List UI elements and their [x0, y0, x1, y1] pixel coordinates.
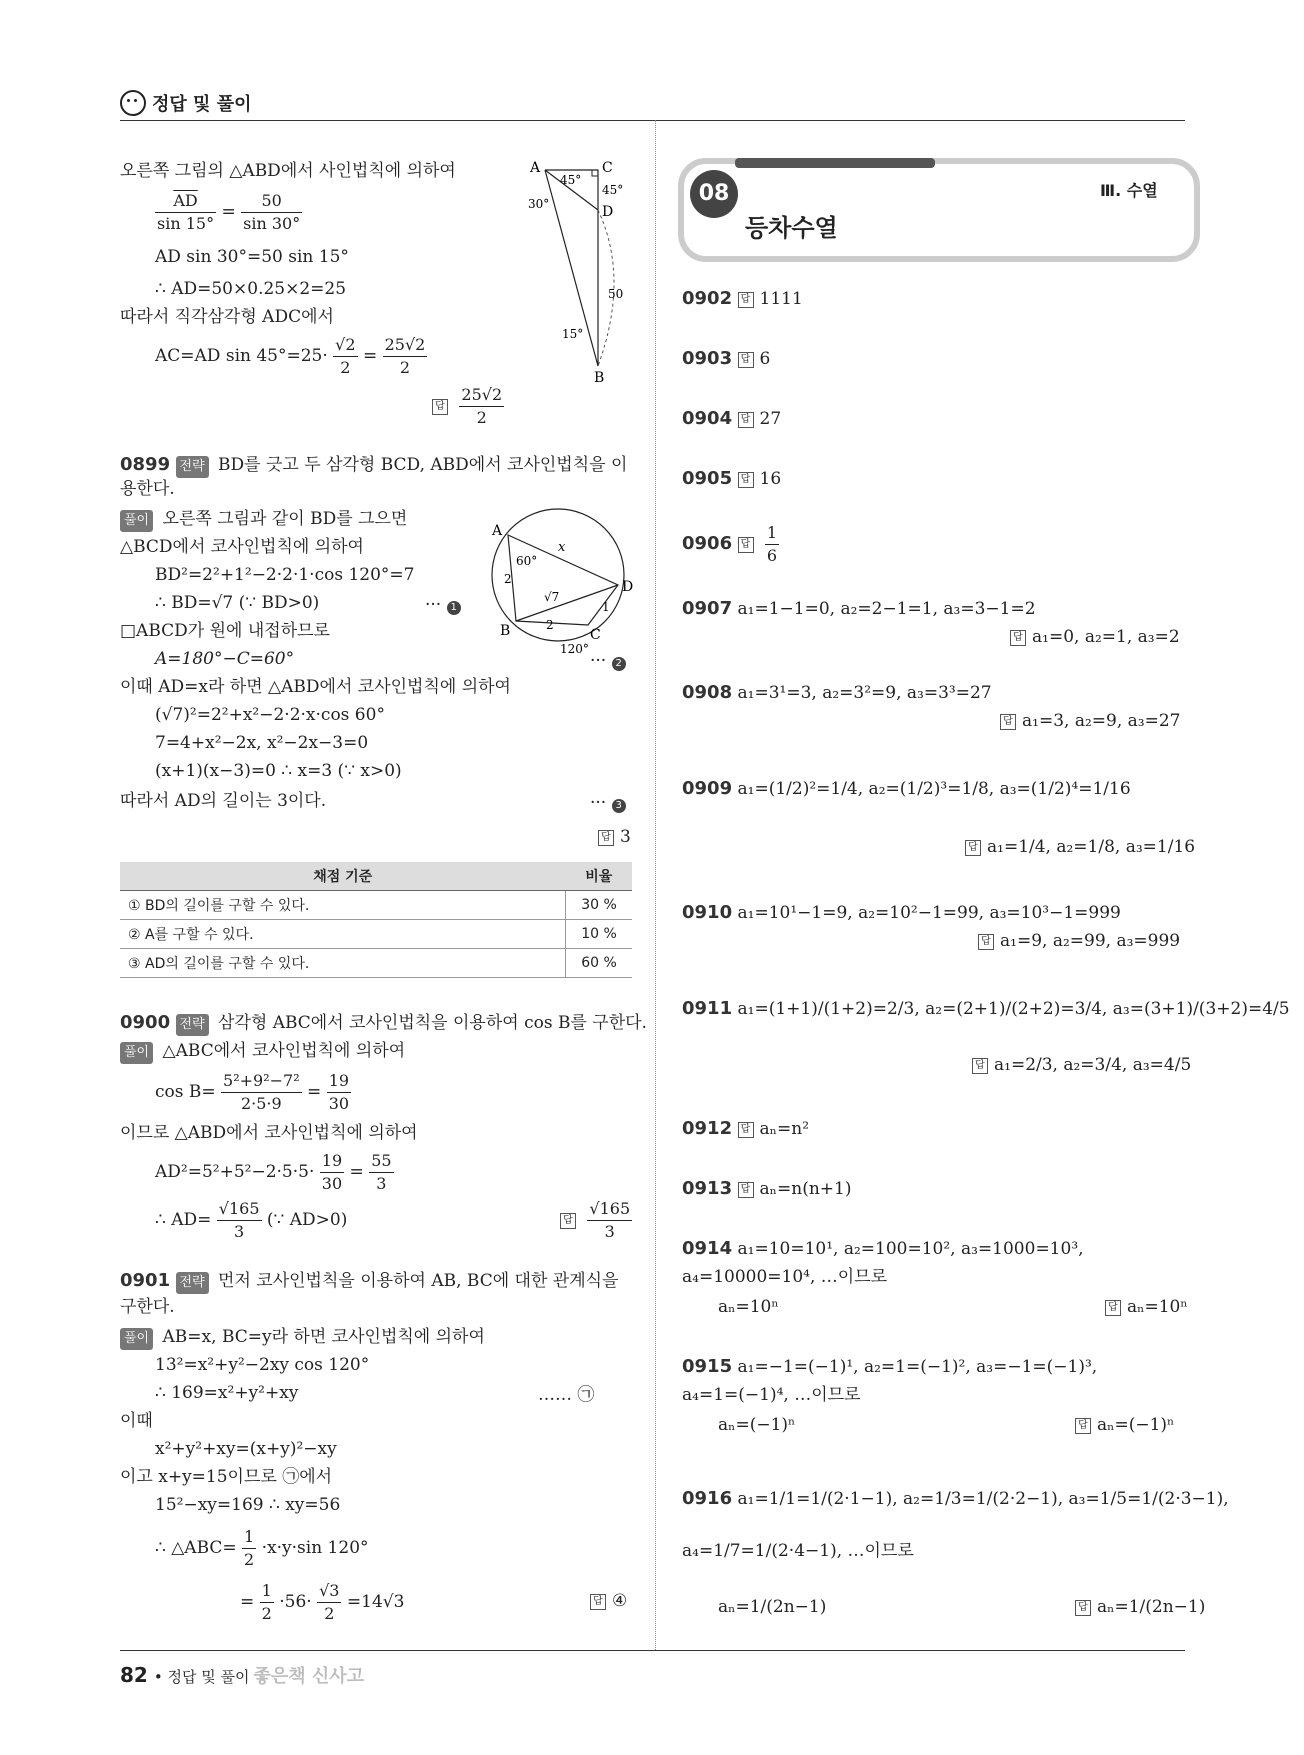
- item-0916-line3: aₙ=1/(2n−1): [718, 1597, 827, 1617]
- item-0909: 0909 a₁=(1/2)²=1/4, a₂=(1/2)³=1/8, a₃=(1/2)⁴=1/16: [682, 778, 1131, 799]
- fig1-D: D: [602, 204, 614, 220]
- p0901-line1: 풀이 AB=x, BC=y라 하면 코사인법칙에 의하여: [120, 1326, 485, 1350]
- p0899-line10: (x+1)(x−3)=0 ∴ x=3 (∵ x>0): [155, 761, 402, 781]
- answer-icon: 답: [738, 352, 754, 368]
- answer-icon: 답: [738, 412, 754, 428]
- solution-tag: 풀이: [120, 510, 153, 532]
- p0898-line3: AD sin 30°=50 sin 15°: [155, 247, 349, 267]
- smiley-icon: [120, 90, 146, 116]
- solution-tag: 풀이: [120, 1328, 153, 1350]
- p0900-line4: AD²=5²+5²−2·5·5· $\frac{19}{30}$ = $\frac{55}{3}$: [155, 1151, 392, 1193]
- cyclic-quadrilateral-figure: [478, 505, 638, 655]
- p0900-answer: 답 $\frac{√165}{3}$: [560, 1198, 632, 1243]
- p0900-line2: cos B= $\frac{\text{5²+9²−7²}}{2\cdot 5\cdot 9}$ = $\frac{19}{30}$: [155, 1071, 350, 1113]
- fig2-side2b: 2: [546, 618, 554, 632]
- answer-icon: 답: [1075, 1418, 1091, 1434]
- watermark: 좋은책 신사고: [253, 1666, 365, 1687]
- item-0911: 0911 a₁=(1+1)/(1+2)=2/3, a₂=(2+1)/(2+2)=3/4, a₃=(3+1)/(3+2)=4/5: [682, 998, 1290, 1019]
- fig2-side2a: 2: [504, 572, 512, 586]
- p0901-line5: x²+y²+xy=(x+y)²−xy: [155, 1439, 337, 1459]
- p0898-line1: 오른쪽 그림의 △ABD에서 사인법칙에 의하여: [120, 161, 456, 181]
- solution-tag: 풀이: [120, 1042, 153, 1064]
- item-0906: 0906 답 $\frac{1}{6}$: [682, 523, 778, 565]
- fig2-angle60: 60°: [516, 554, 538, 568]
- p0900-line1: 풀이 △ABC에서 코사인법칙에 의하여: [120, 1040, 405, 1064]
- item-0914: 0914 a₁=10=10¹, a₂=100=10², a₃=1000=10³,: [682, 1238, 1084, 1259]
- strategy-tag: 전략: [176, 1272, 209, 1294]
- answer-icon: 답: [1105, 1300, 1121, 1316]
- answer-icon: 답: [972, 1058, 988, 1074]
- item-0905: 0905 답 16: [682, 468, 782, 489]
- page-header: [120, 90, 251, 116]
- p0899-line11: 따라서 AD의 길이는 3이다.: [120, 791, 327, 811]
- p0899-line3: BD²=2²+1²−2·2·1·cos 120°=7: [155, 565, 415, 585]
- triangle-figure-1: [520, 158, 640, 388]
- answer-icon: 답: [738, 472, 754, 488]
- p0901-line3: ∴ 169=x²+y²+xy: [155, 1383, 299, 1403]
- column-divider: [655, 120, 656, 1650]
- answer-icon: 답: [590, 1594, 606, 1610]
- item-0911-answer: 답 a₁=2/3, a₂=3/4, a₃=4/5: [972, 1054, 1191, 1076]
- grading-table: [120, 862, 632, 978]
- answer-icon: 답: [598, 830, 614, 846]
- answer-icon: 답: [1010, 630, 1026, 646]
- banner-accent-bar: [735, 158, 935, 168]
- fig2-x: x: [558, 540, 566, 555]
- item-0908: 0908 a₁=3¹=3, a₂=3²=9, a₃=3³=27: [682, 682, 992, 703]
- fig1-B: B: [594, 370, 605, 386]
- p0899-heading: 0899 전략 BD를 긋고 두 삼각형 BCD, ABD에서 코사인법칙을 이: [120, 454, 627, 478]
- grading-header-ratio: 비율: [566, 862, 633, 891]
- answer-icon: 답: [1075, 1600, 1091, 1616]
- footer-label: • 정답 및 풀이: [153, 1668, 250, 1686]
- p0899-line2: △BCD에서 코사인법칙에 의하여: [120, 537, 364, 557]
- fig2-A: A: [492, 523, 503, 539]
- fig2-B: B: [500, 623, 511, 639]
- item-0916: 0916 a₁=1/1=1/(2·1−1), a₂=1/3=1/(2·2−1), a₃=1/5=1/(2·3−1),: [682, 1488, 1229, 1509]
- item-0914-line2: a₄=10000=10⁴, …이므로: [682, 1267, 888, 1287]
- p0899-line1: 풀이 오른쪽 그림과 같이 BD를 그으면: [120, 508, 407, 532]
- p0901-answer: 답 ④: [590, 1590, 627, 1612]
- item-0915-line2: a₄=1=(−1)⁴, …이므로: [682, 1385, 861, 1405]
- p0898-answer: 답 $\frac{25√2}{2}$: [432, 384, 504, 429]
- item-0913: 0913 답 aₙ=n(n+1): [682, 1178, 852, 1199]
- item-0903: 0903 답 6: [682, 348, 771, 369]
- marker-3: ··· 3: [590, 792, 626, 814]
- answer-icon: 답: [965, 840, 981, 856]
- strategy-tag: 전략: [176, 456, 209, 478]
- answer-icon: 답: [1000, 714, 1016, 730]
- p0901-line2: 13²=x²+y²−2xy cos 120°: [155, 1355, 370, 1375]
- fig1-C: C: [602, 160, 613, 176]
- p0901-heading: 0901 전략 먼저 코사인법칙을 이용하여 AB, BC에 대한 관계식을: [120, 1270, 618, 1294]
- answer-icon: 답: [978, 934, 994, 950]
- table-row: ② A를 구할 수 있다. 10 %: [120, 920, 632, 949]
- p0900-heading: 0900 전략 삼각형 ABC에서 코사인법칙을 이용하여 cos B를 구한다.: [120, 1012, 647, 1036]
- p0899-heading2: 용한다.: [120, 479, 175, 499]
- item-0915: 0915 a₁=−1=(−1)¹, a₂=1=(−1)², a₃=−1=(−1)³,: [682, 1356, 1098, 1377]
- p0898-line5: 따라서 직각삼각형 ADC에서: [120, 307, 334, 327]
- fig2-D: D: [622, 579, 634, 595]
- item-0912: 0912 답 aₙ=n²: [682, 1118, 810, 1139]
- marker-2: ··· 2: [590, 650, 626, 672]
- table-row: ① BD의 길이를 구할 수 있다. 30 %: [120, 891, 632, 920]
- item-0914-line3: aₙ=10ⁿ: [718, 1297, 779, 1317]
- header-title: 정답 및 풀이: [152, 94, 252, 115]
- fig1-angle30: 30°: [528, 197, 550, 211]
- p0899-answer: 답 3: [598, 826, 631, 848]
- fig2-angle120: 120°: [560, 642, 589, 655]
- fig1-angle15: 15°: [562, 327, 584, 341]
- item-0915-line3: aₙ=(−1)ⁿ: [718, 1415, 796, 1435]
- item-0909-answer: 답 a₁=1/4, a₂=1/8, a₃=1/16: [965, 836, 1195, 858]
- answer-icon: 답: [738, 1122, 754, 1138]
- answer-icon: 답: [560, 1213, 576, 1229]
- page-number: 82: [120, 1663, 148, 1687]
- item-0904: 0904 답 27: [682, 408, 782, 429]
- p0901-line6: 이고 x+y=15이므로 ㉠에서: [120, 1467, 333, 1487]
- item-0916-answer: 답 aₙ=1/(2n−1): [1075, 1596, 1205, 1618]
- answer-icon: 답: [432, 399, 448, 415]
- header-divider: [120, 120, 1185, 121]
- item-0910-answer: 답 a₁=9, a₂=99, a₃=999: [978, 930, 1180, 952]
- p0901-line7: 15²−xy=169 ∴ xy=56: [155, 1495, 341, 1515]
- item-0907-answer: 답 a₁=0, a₂=1, a₃=2: [1010, 626, 1180, 648]
- chapter-label: Ⅲ. 수열: [1100, 181, 1158, 200]
- fig2-sqrt7: √7: [544, 590, 560, 604]
- strategy-tag: 전략: [176, 1014, 209, 1036]
- p0899-line7: 이때 AD=x라 하면 △ABD에서 코사인법칙에 의하여: [120, 677, 511, 697]
- item-0914-answer: 답 aₙ=10ⁿ: [1105, 1296, 1188, 1318]
- p0900-line5: ∴ AD= $\frac{√165}{3}$ (∵ AD>0): [155, 1199, 348, 1241]
- item-0907: 0907 a₁=1−1=0, a₂=2−1=1, a₃=3−1=2: [682, 598, 1036, 619]
- p0901-line4: 이때: [120, 1411, 153, 1431]
- page-footer: [120, 1662, 364, 1688]
- fig2-C: C: [590, 627, 601, 643]
- p0901-line8: ∴ △ABC= $\frac{1}{2}$ ·x·y·sin 120°: [155, 1527, 369, 1569]
- grading-header-criteria: 채점 기준: [120, 862, 566, 891]
- p0899-line5: □ABCD가 원에 내접하므로: [120, 621, 330, 641]
- p0899-line8: (√7)²=2²+x²−2·2·x·cos 60°: [155, 705, 385, 725]
- p0901-marker: …… ㉠: [538, 1385, 595, 1405]
- p0898-line6: AC=AD sin 45°=25· $\frac{√2}{2}$ = $\frac{25√2}{2}$: [155, 335, 426, 377]
- p0901-line9: = $\frac{1}{2}$ ·56· $\frac{√3}{2}$ =14√3: [240, 1581, 405, 1623]
- p0901-heading2: 구한다.: [120, 1297, 175, 1317]
- p0899-line4: ∴ BD=√7 (∵ BD>0): [155, 593, 320, 613]
- table-row: ③ AD의 길이를 구할 수 있다. 60 %: [120, 949, 632, 978]
- fig1-angle45b: 45°: [602, 183, 624, 197]
- section-number: 08: [690, 170, 738, 218]
- item-0916-line2: a₄=1/7=1/(2·4−1), …이므로: [682, 1541, 914, 1561]
- footer-divider: [120, 1650, 1185, 1651]
- item-0910: 0910 a₁=10¹−1=9, a₂=10²−1=99, a₃=10³−1=999: [682, 902, 1121, 923]
- item-0902: 0902 답 1111: [682, 288, 803, 309]
- fig2-side1: 1: [602, 600, 610, 614]
- p0900-line3: 이므로 △ABD에서 코사인법칙에 의하여: [120, 1123, 418, 1143]
- p0899-line6: A=180°−C=60°: [155, 649, 295, 669]
- answer-icon: 답: [738, 537, 754, 553]
- p0899-line9: 7=4+x²−2x, x²−2x−3=0: [155, 733, 369, 753]
- item-0915-answer: 답 aₙ=(−1)ⁿ: [1075, 1414, 1174, 1436]
- answer-icon: 답: [738, 292, 754, 308]
- fig1-side50: 50: [608, 287, 624, 301]
- section-title: 등차수열: [745, 214, 838, 242]
- p0898-line4: ∴ AD=50×0.25×2=25: [155, 279, 347, 299]
- fig1-A: A: [530, 160, 541, 176]
- answer-icon: 답: [738, 1182, 754, 1198]
- fig1-angle45: 45°: [560, 173, 582, 187]
- p0898-eq1: $\frac{\overline{AD}}{\sin 15^\circ}$ = $\frac{50}{\sin 30^\circ}$: [157, 191, 301, 233]
- marker-1: ··· 1: [425, 594, 461, 616]
- item-0908-answer: 답 a₁=3, a₂=9, a₃=27: [1000, 710, 1180, 732]
